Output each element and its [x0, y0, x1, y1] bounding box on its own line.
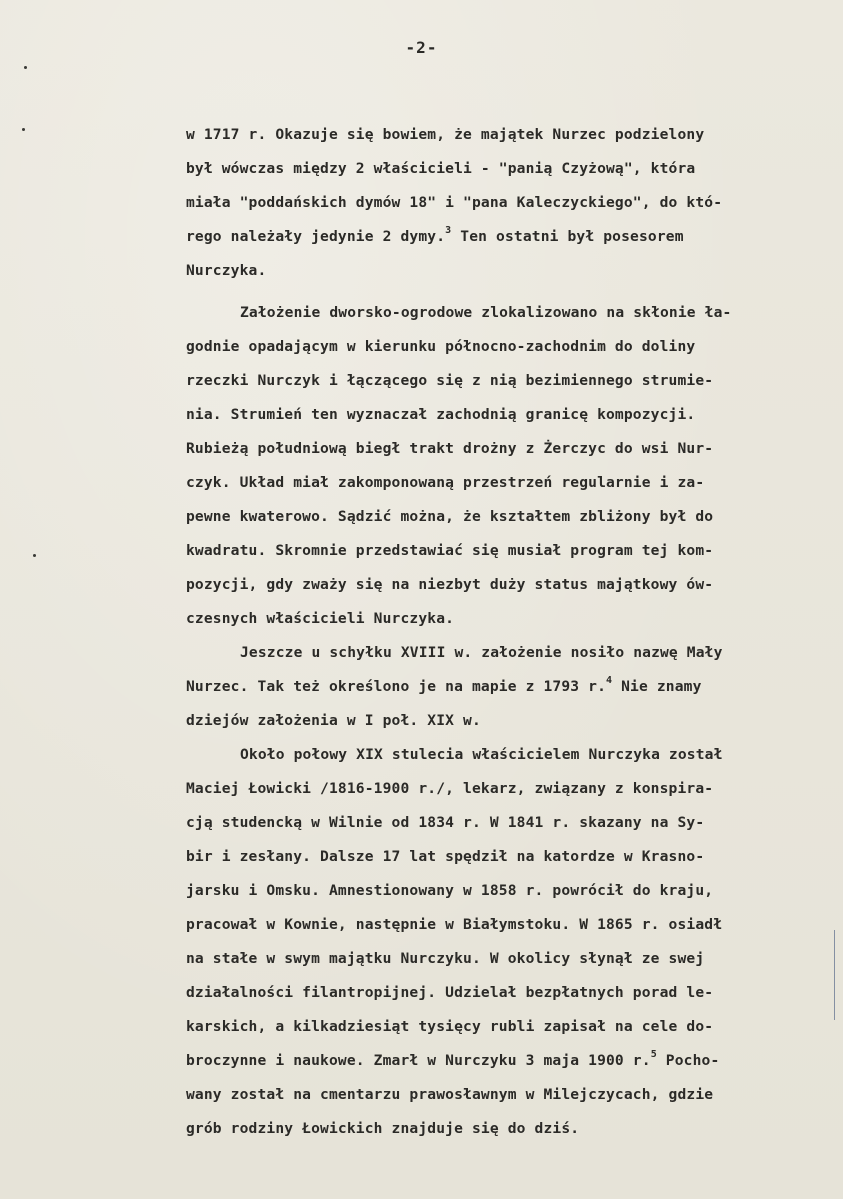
text-line: był wówczas między 2 właścicieli - "panią Czyżową", która [186, 160, 696, 177]
text-line: kwadratu. Skromnie przedstawiać się musiał program tej kom- [186, 542, 714, 559]
text-line: rzeczki Nurczyk i łączącego się z nią bezimiennego strumie- [186, 372, 714, 389]
text-line: pozycji, gdy zważy się na niezbyt duży status majątkowy ów- [186, 576, 714, 593]
margin-pencil-mark [834, 930, 835, 1020]
text-line: Jeszcze u schyłku XVIII w. założenie nosiło nazwę Mały [240, 644, 723, 661]
text-line: czesnych właścicieli Nurczyka. [186, 610, 455, 627]
text-line: wany został na cmentarzu prawosławnym w Milejczycach, gdzie [186, 1086, 714, 1103]
page-number: -2- [405, 38, 438, 57]
text-line: broczynne i naukowe. Zmarł w Nurczyku 3 maja 1900 r.$^5$ Pocho- [186, 1049, 720, 1069]
text-line: Nurczyka. [186, 262, 267, 279]
text-line: w 1717 r. Okazuje się bowiem, że majątek Nurzec podzielony [186, 126, 705, 143]
text-line: Założenie dworsko-ogrodowe zlokalizowano na skłonie ła- [240, 304, 732, 321]
text-line: jarsku i Omsku. Amnestionowany w 1858 r. powrócił do kraju, [186, 882, 714, 899]
text-line: pracował w Kownie, następnie w Białymstoku. W 1865 r. osiadł [186, 916, 723, 933]
text-line: Nurzec. Tak też określono je na mapie z 1793 r.$^4$ Nie znamy [186, 675, 702, 695]
text-line: czyk. Układ miał zakomponowaną przestrzeń regularnie i za- [186, 474, 705, 491]
text-line: na stałe w swym majątku Nurczyku. W okolicy słynął ze swej [186, 950, 705, 967]
text-line: pewne kwaterowo. Sądzić można, że kształtem zbliżony był do [186, 508, 714, 525]
text-line: miała "poddańskich dymów 18" i "pana Kaleczyckiego", do któ- [186, 194, 723, 211]
text-line: godnie opadającym w kierunku północno-zachodnim do doliny [186, 338, 696, 355]
paper-speck [22, 128, 25, 131]
text-line: grób rodziny Łowickich znajduje się do dziś. [186, 1120, 580, 1137]
text-line: rego należały jedynie 2 dymy.$^3$ Ten ostatni był posesorem [186, 225, 684, 245]
text-line: dziejów założenia w I poł. XIX w. [186, 712, 481, 729]
footnote-ref: 4 [606, 675, 613, 687]
footnote-ref: 3 [445, 225, 452, 237]
footnote-ref: 5 [650, 1049, 657, 1061]
text-line: bir i zesłany. Dalsze 17 lat spędził na katordze w Krasno- [186, 848, 705, 865]
text-line: Około połowy XIX stulecia właścicielem Nurczyka został [240, 746, 723, 763]
text-line: karskich, a kilkadziesiąt tysięcy rubli zapisał na cele do- [186, 1018, 714, 1035]
text-line: cją studencką w Wilnie od 1834 r. W 1841 r. skazany na Sy- [186, 814, 705, 831]
text-line: nia. Strumień ten wyznaczał zachodnią granicę kompozycji. [186, 406, 696, 423]
paper-speck [24, 66, 27, 69]
text-line: działalności filantropijnej. Udzielał bezpłatnych porad le- [186, 984, 714, 1001]
text-line: Rubieżą południową biegł trakt drożny z Żerczyc do wsi Nur- [186, 440, 714, 457]
text-line: Maciej Łowicki /1816-1900 r./, lekarz, związany z konspira- [186, 780, 714, 797]
paper-speck [33, 554, 36, 557]
